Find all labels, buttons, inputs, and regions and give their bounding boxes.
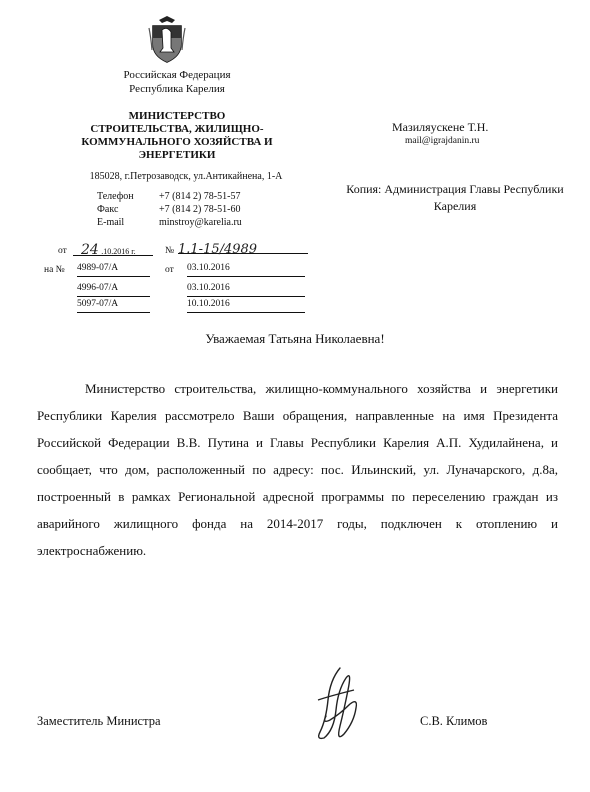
ministry-line: СТРОИТЕЛЬСТВА, ЖИЛИЩНО-: [90, 123, 264, 135]
letter-body: Министерство строительства, жилищно-коммунального хозяйства и энергетики Республики Карелия рассмотрело Ваши обращения, направленные на имя Президента Российской Федерации В.В. Путина и Главы Республики Карелия А.П. Худилайнена, и сообщает, что дом, расположенный по адресу: пос. Ильинский, ул. Луначарского, д.8а, построенный в рамках Региональной адресной программы по переселению граждан из аварийного жилищного фонда на 2014-2017 годы, подключен к отоплению и электроснабжению.: [37, 381, 558, 558]
contact-email: E-mail minstroy@karelia.ru: [97, 217, 242, 228]
ref-number-3: 5097-07/А: [77, 299, 150, 313]
republic-name: Республика Карелия: [129, 83, 225, 95]
signatory-position: Заместитель Министра: [37, 714, 161, 728]
signatory-name: С.В. Климов: [420, 714, 488, 728]
reg-date-handwritten: 24: [81, 242, 99, 258]
ministry-name: [62, 110, 292, 162]
contact-fax: Факс +7 (814 2) 78-51-60: [97, 204, 241, 215]
reg-date-field: [73, 242, 153, 256]
reg-date-printed: .10.2016 г.: [101, 247, 136, 256]
ref-date-2: 03.10.2016: [187, 283, 305, 297]
country-name: Российская Федерация: [123, 69, 231, 81]
reg-number-field: [178, 240, 308, 257]
ref-label: на №: [44, 265, 65, 275]
copy-line: Карелия: [433, 199, 477, 213]
reg-number-label: №: [165, 246, 175, 256]
reg-number-handwritten: 1.1-15/4989: [178, 242, 258, 257]
copy-line: Копия: Администрация Главы Республики: [346, 182, 564, 196]
ref-number-1: 4989-07/А: [77, 263, 150, 277]
ref-number-2: 4996-07/А: [77, 283, 150, 297]
coat-of-arms-icon: [148, 14, 186, 64]
ministry-line: МИНИСТЕРСТВО: [128, 110, 226, 122]
letterhead-country: [82, 68, 272, 96]
greeting: Уважаемая Татьяна Николаевна!: [205, 331, 385, 346]
ministry-address: 185028, г.Петрозаводск, ул.Антикайнена, 1-А: [89, 171, 283, 182]
recipient-email: mail@igrajdanin.ru: [405, 136, 480, 146]
handwritten-signature: [300, 660, 370, 750]
ministry-line: КОММУНАЛЬНОГО ХОЗЯЙСТВА И: [81, 136, 273, 148]
ref-date-3: 10.10.2016: [187, 299, 305, 313]
ref-date-1: 03.10.2016: [187, 263, 305, 277]
reg-from-label: от: [58, 246, 67, 256]
ref-from-label: от: [165, 265, 174, 275]
recipient-name: Мазиляускене Т.Н.: [392, 120, 489, 134]
ministry-line: ЭНЕРГЕТИКИ: [138, 149, 216, 161]
copy-to: [320, 181, 590, 215]
ministry-contacts: [97, 190, 242, 229]
contact-phone: Телефон +7 (814 2) 78-51-57: [97, 191, 241, 202]
